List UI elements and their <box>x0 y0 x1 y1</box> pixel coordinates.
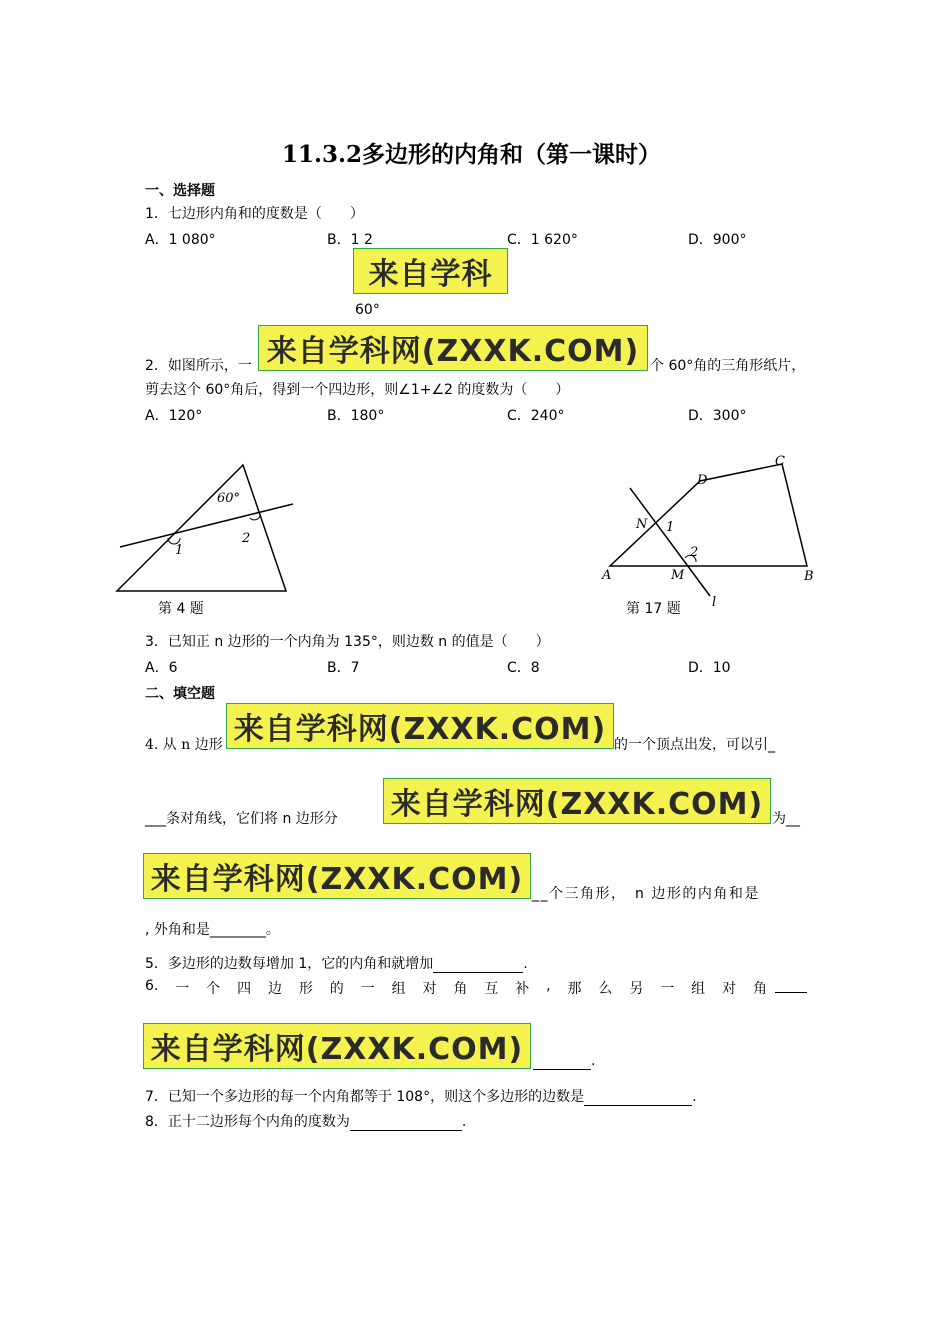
question-6-tail <box>533 1053 595 1070</box>
q6-char: 另 <box>629 981 644 997</box>
figure-4-caption: 第 4 题 <box>158 601 204 617</box>
q2-option-c: C．240° <box>507 408 565 424</box>
line-l <box>630 488 710 596</box>
q6-char: 一 <box>360 981 375 997</box>
q6-char: 对 <box>422 981 437 997</box>
figure-17-caption: 第 17 题 <box>626 601 681 617</box>
q1-option-a: A．1 080° <box>145 232 216 248</box>
question-5 <box>145 953 528 973</box>
line-l-label: l <box>712 595 717 610</box>
question-2-line2: 剪去这个 60°角后，得到一个四边形，则∠1+∠2 的度数为（ ） <box>145 382 570 398</box>
section-heading-fill: 二、填空题 <box>145 686 215 702</box>
q6-char: 边 <box>267 981 282 997</box>
q6-char: 个 <box>206 981 221 997</box>
question-7-text: 7．已知一个多边形的每一个内角都等于 108°，则这个多边形的边数是 <box>145 1089 585 1105</box>
q6-char: 互 <box>484 981 499 997</box>
question-4-d: 为__ <box>772 811 800 827</box>
q6-char: 一 <box>175 981 190 997</box>
q3-option-a: A．6 <box>145 660 178 676</box>
question-4-a: 4. 从 n 边形 <box>145 737 223 753</box>
q6-char: 角 <box>453 981 468 997</box>
question-1: 1．七边形内角和的度数是（ ） <box>145 206 364 222</box>
watermark-logo: 来自学科 <box>353 248 508 294</box>
q6-char: 的 <box>329 981 344 997</box>
question-8-end: . <box>461 1114 467 1130</box>
answer-blank[interactable] <box>584 1089 692 1106</box>
q2-option-d: D．300° <box>688 408 747 424</box>
question-8 <box>145 1111 466 1131</box>
vertex-d-label: D <box>697 473 708 488</box>
question-4-b: 的一个顶点出发，可以引_ <box>614 737 775 753</box>
q6-char: , <box>546 978 551 994</box>
quadrilateral-shape <box>610 464 807 566</box>
watermark-logo: 来自学科网(ZXXK.COM) <box>226 703 614 749</box>
vertex-c-label: C <box>775 454 785 469</box>
q6-char: 组 <box>391 981 406 997</box>
q6-char: 么 <box>598 981 613 997</box>
watermark-logo: 来自学科网(ZXXK.COM) <box>143 853 531 899</box>
question-2-start: 2．如图所示，一 <box>145 358 252 374</box>
point-n-label: N <box>636 517 648 532</box>
question-8-text: 8．正十二边形每个内角的度数为 <box>145 1114 350 1130</box>
q2-option-b: B．180° <box>327 408 385 424</box>
q6-char: 四 <box>237 981 252 997</box>
q6-char: 补 <box>515 981 530 997</box>
vertex-b-label: B <box>804 569 814 584</box>
question-2-end: 个 60°角的三角形纸片， <box>650 358 806 374</box>
q3-option-b: B．7 <box>327 660 360 676</box>
angle-2-label: 2 <box>690 545 699 560</box>
section-heading-choice: 一、选择题 <box>145 183 215 199</box>
angle-1-label: 1 <box>175 543 184 558</box>
cut-line <box>120 504 293 547</box>
watermark-logo: 来自学科网(ZXXK.COM) <box>383 778 771 824</box>
answer-blank[interactable] <box>533 1053 591 1070</box>
question-6-end: . <box>591 1053 596 1069</box>
answer-blank[interactable] <box>775 992 807 993</box>
q1-option-d: D．900° <box>688 232 747 248</box>
q6-char: 6. <box>145 978 159 994</box>
page-title: 11.3.2多边形的内角和（第一课时） <box>282 141 662 168</box>
figure-4-triangle <box>110 460 310 600</box>
question-3: 3．已知正 n 边形的一个内角为 135°，则边数 n 的值是（ ） <box>145 634 550 650</box>
q6-char: 一 <box>660 981 675 997</box>
q1-option-b: B．1 2 <box>327 232 373 248</box>
watermark-logo: 来自学科网(ZXXK.COM) <box>143 1023 531 1069</box>
question-5-text: 5．多边形的边数每增加 1，它的内角和就增加 <box>145 956 434 972</box>
angle-60-label: 60° <box>217 491 241 506</box>
q1-fragment: 60° <box>355 302 380 318</box>
q1-option-c: C．1 620° <box>507 232 578 248</box>
question-6 <box>145 978 767 998</box>
question-5-end: . <box>523 956 528 972</box>
question-4-e: __个三角形， n 边形的内角和是 <box>532 886 760 902</box>
q6-char: 那 <box>567 981 582 997</box>
q6-char: 对 <box>722 981 737 997</box>
question-7 <box>145 1086 697 1106</box>
question-4-f: , 外角和是________。 <box>145 922 280 938</box>
q6-char: 角 <box>752 981 767 997</box>
watermark-logo: 来自学科网(ZXXK.COM) <box>258 325 648 371</box>
point-m-label: M <box>671 568 685 583</box>
angle-2-label: 2 <box>242 531 251 546</box>
question-4-c: ___条对角线，它们将 n 边形分 <box>145 811 338 827</box>
q3-option-d: D．10 <box>688 660 731 676</box>
answer-blank[interactable] <box>350 1114 462 1131</box>
q6-char: 组 <box>691 981 706 997</box>
answer-blank[interactable] <box>433 956 523 973</box>
angle-2-arc <box>250 516 260 520</box>
vertex-a-label: A <box>602 568 612 583</box>
q3-option-c: C．8 <box>507 660 540 676</box>
question-7-end: . <box>692 1089 697 1105</box>
angle-1-label: 1 <box>666 520 675 535</box>
triangle-shape <box>117 465 286 591</box>
q6-char: 形 <box>298 981 313 997</box>
figure-17-quadrilateral <box>590 448 830 613</box>
q2-option-a: A．120° <box>145 408 203 424</box>
